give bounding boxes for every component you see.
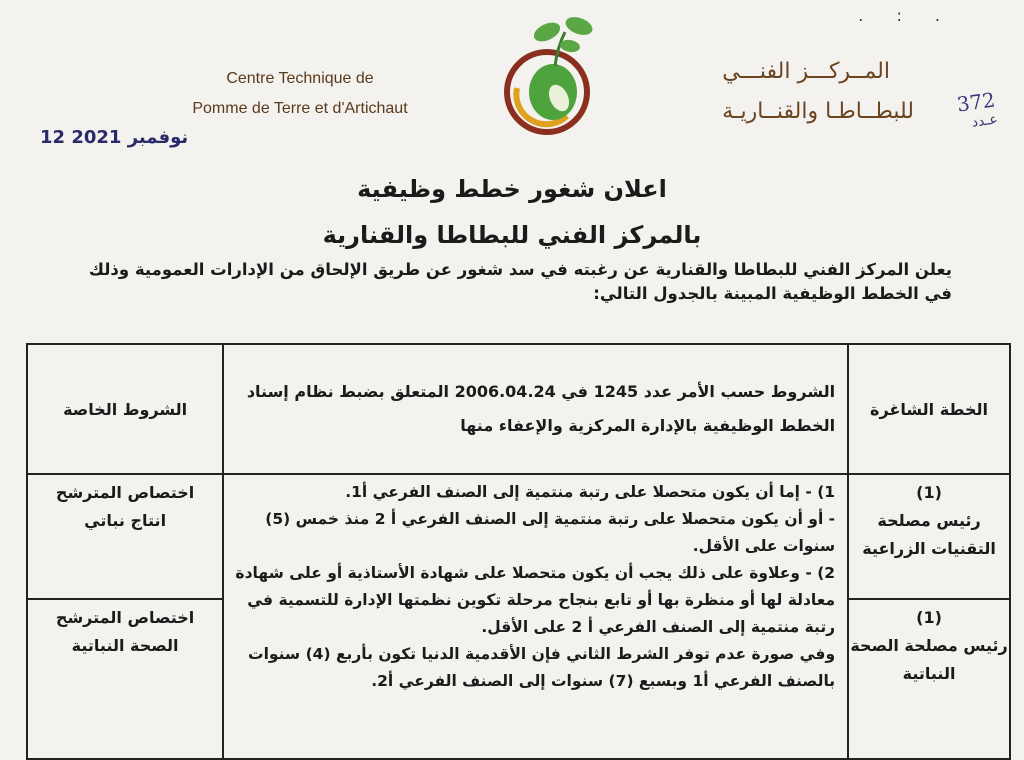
issue-date-value: 12 نوفمبر 2021 bbox=[40, 127, 189, 148]
specific-label: اختصاص المترشح bbox=[55, 608, 195, 627]
specific-value: انتاج نباتي bbox=[84, 511, 167, 530]
specific-value: الصحة النباتية bbox=[71, 636, 179, 655]
table-header-row bbox=[27, 344, 1010, 474]
condition-item: - أو أن يكون متحصلا على رتبة منتمية إلى الصنف الفرعي أ 2 منذ خمس (5) سنوات على الأقل. bbox=[265, 510, 836, 555]
table-row bbox=[27, 474, 1010, 599]
post-cell bbox=[848, 599, 1010, 759]
title-line2: بالمركز الفني للبطاطا والقنارية bbox=[322, 221, 702, 249]
reference-number-value: 372 bbox=[955, 87, 997, 117]
org-name-arabic-line2: للبطــاطـا والقنــاريـة bbox=[722, 99, 914, 124]
condition-item: 2) - وعلاوة على ذلك يجب أن يكون متحصلا على شهادة الأستاذية أو على شهادة معادلة لها أو منظرة بها أو تابع بنجاح مرحلة تكوين نظمتها الإدارة للتسمية في رتبة منتمية إلى الصنف الفرعي أ 2 على الأقل. bbox=[235, 564, 836, 636]
post-count: (1) bbox=[916, 483, 942, 502]
intro-paragraph: يعلن المركز الفني للبطاطا والقنارية عن رغبته في سد شغور عن طريق الإلحاق من الإدارات العمومية وذلك في الخطط الوظيفية المبينة بالجدول التالي: bbox=[88, 260, 952, 303]
announcement-title bbox=[0, 166, 1024, 258]
condition-item: وفي صورة عدم توفر الشرط الثاني فإن الأقدمية الدنيا تكون بأربع (4) سنوات بالصنف الفرعي أ1 وبسبع (7) سنوات إلى الصنف الفرعي أ2. bbox=[248, 645, 836, 690]
organization-logo bbox=[495, 10, 605, 140]
org-name-french-line2: Pomme de Terre et d'Artichaut bbox=[192, 100, 408, 117]
specific-cell bbox=[27, 474, 223, 599]
conditions-cell bbox=[223, 474, 848, 759]
vacancies-table bbox=[26, 343, 1011, 760]
org-name-arabic-line1: المــركـــز الفنـــي bbox=[722, 59, 890, 84]
reference-number bbox=[955, 88, 998, 133]
header-conditions: الشروط حسب الأمر عدد 1245 في 2006.04.24 المتعلق بضبط نظام إسناد الخطط الوظيفية بالإدارة المركزية والإعفاء منها bbox=[223, 344, 848, 474]
post-title: رئيس مصلحة التقنيات الزراعية bbox=[862, 511, 996, 558]
org-name-french bbox=[150, 64, 450, 124]
header-specific: الشروط الخاصة bbox=[27, 344, 223, 474]
org-name-arabic bbox=[722, 52, 914, 132]
post-title: رئيس مصلحة الصحة النباتية bbox=[850, 636, 1008, 683]
title-line1: اعلان شغور خطط وظيفية bbox=[357, 175, 667, 203]
handwritten-marks: . : . bbox=[858, 6, 954, 25]
condition-item: 1) - إما أن يكون متحصلا على رتبة منتمية إلى الصنف الفرعي أ1. bbox=[345, 483, 836, 501]
post-count: (1) bbox=[916, 608, 942, 627]
org-name-french-line1: Centre Technique de bbox=[226, 70, 374, 87]
specific-cell bbox=[27, 599, 223, 759]
post-cell bbox=[848, 474, 1010, 599]
issue-date bbox=[40, 127, 188, 148]
specific-label: اختصاص المترشح bbox=[55, 483, 195, 502]
reference-number-label: عـدد bbox=[970, 111, 999, 131]
header-post: الخطة الشاغرة bbox=[848, 344, 1010, 474]
